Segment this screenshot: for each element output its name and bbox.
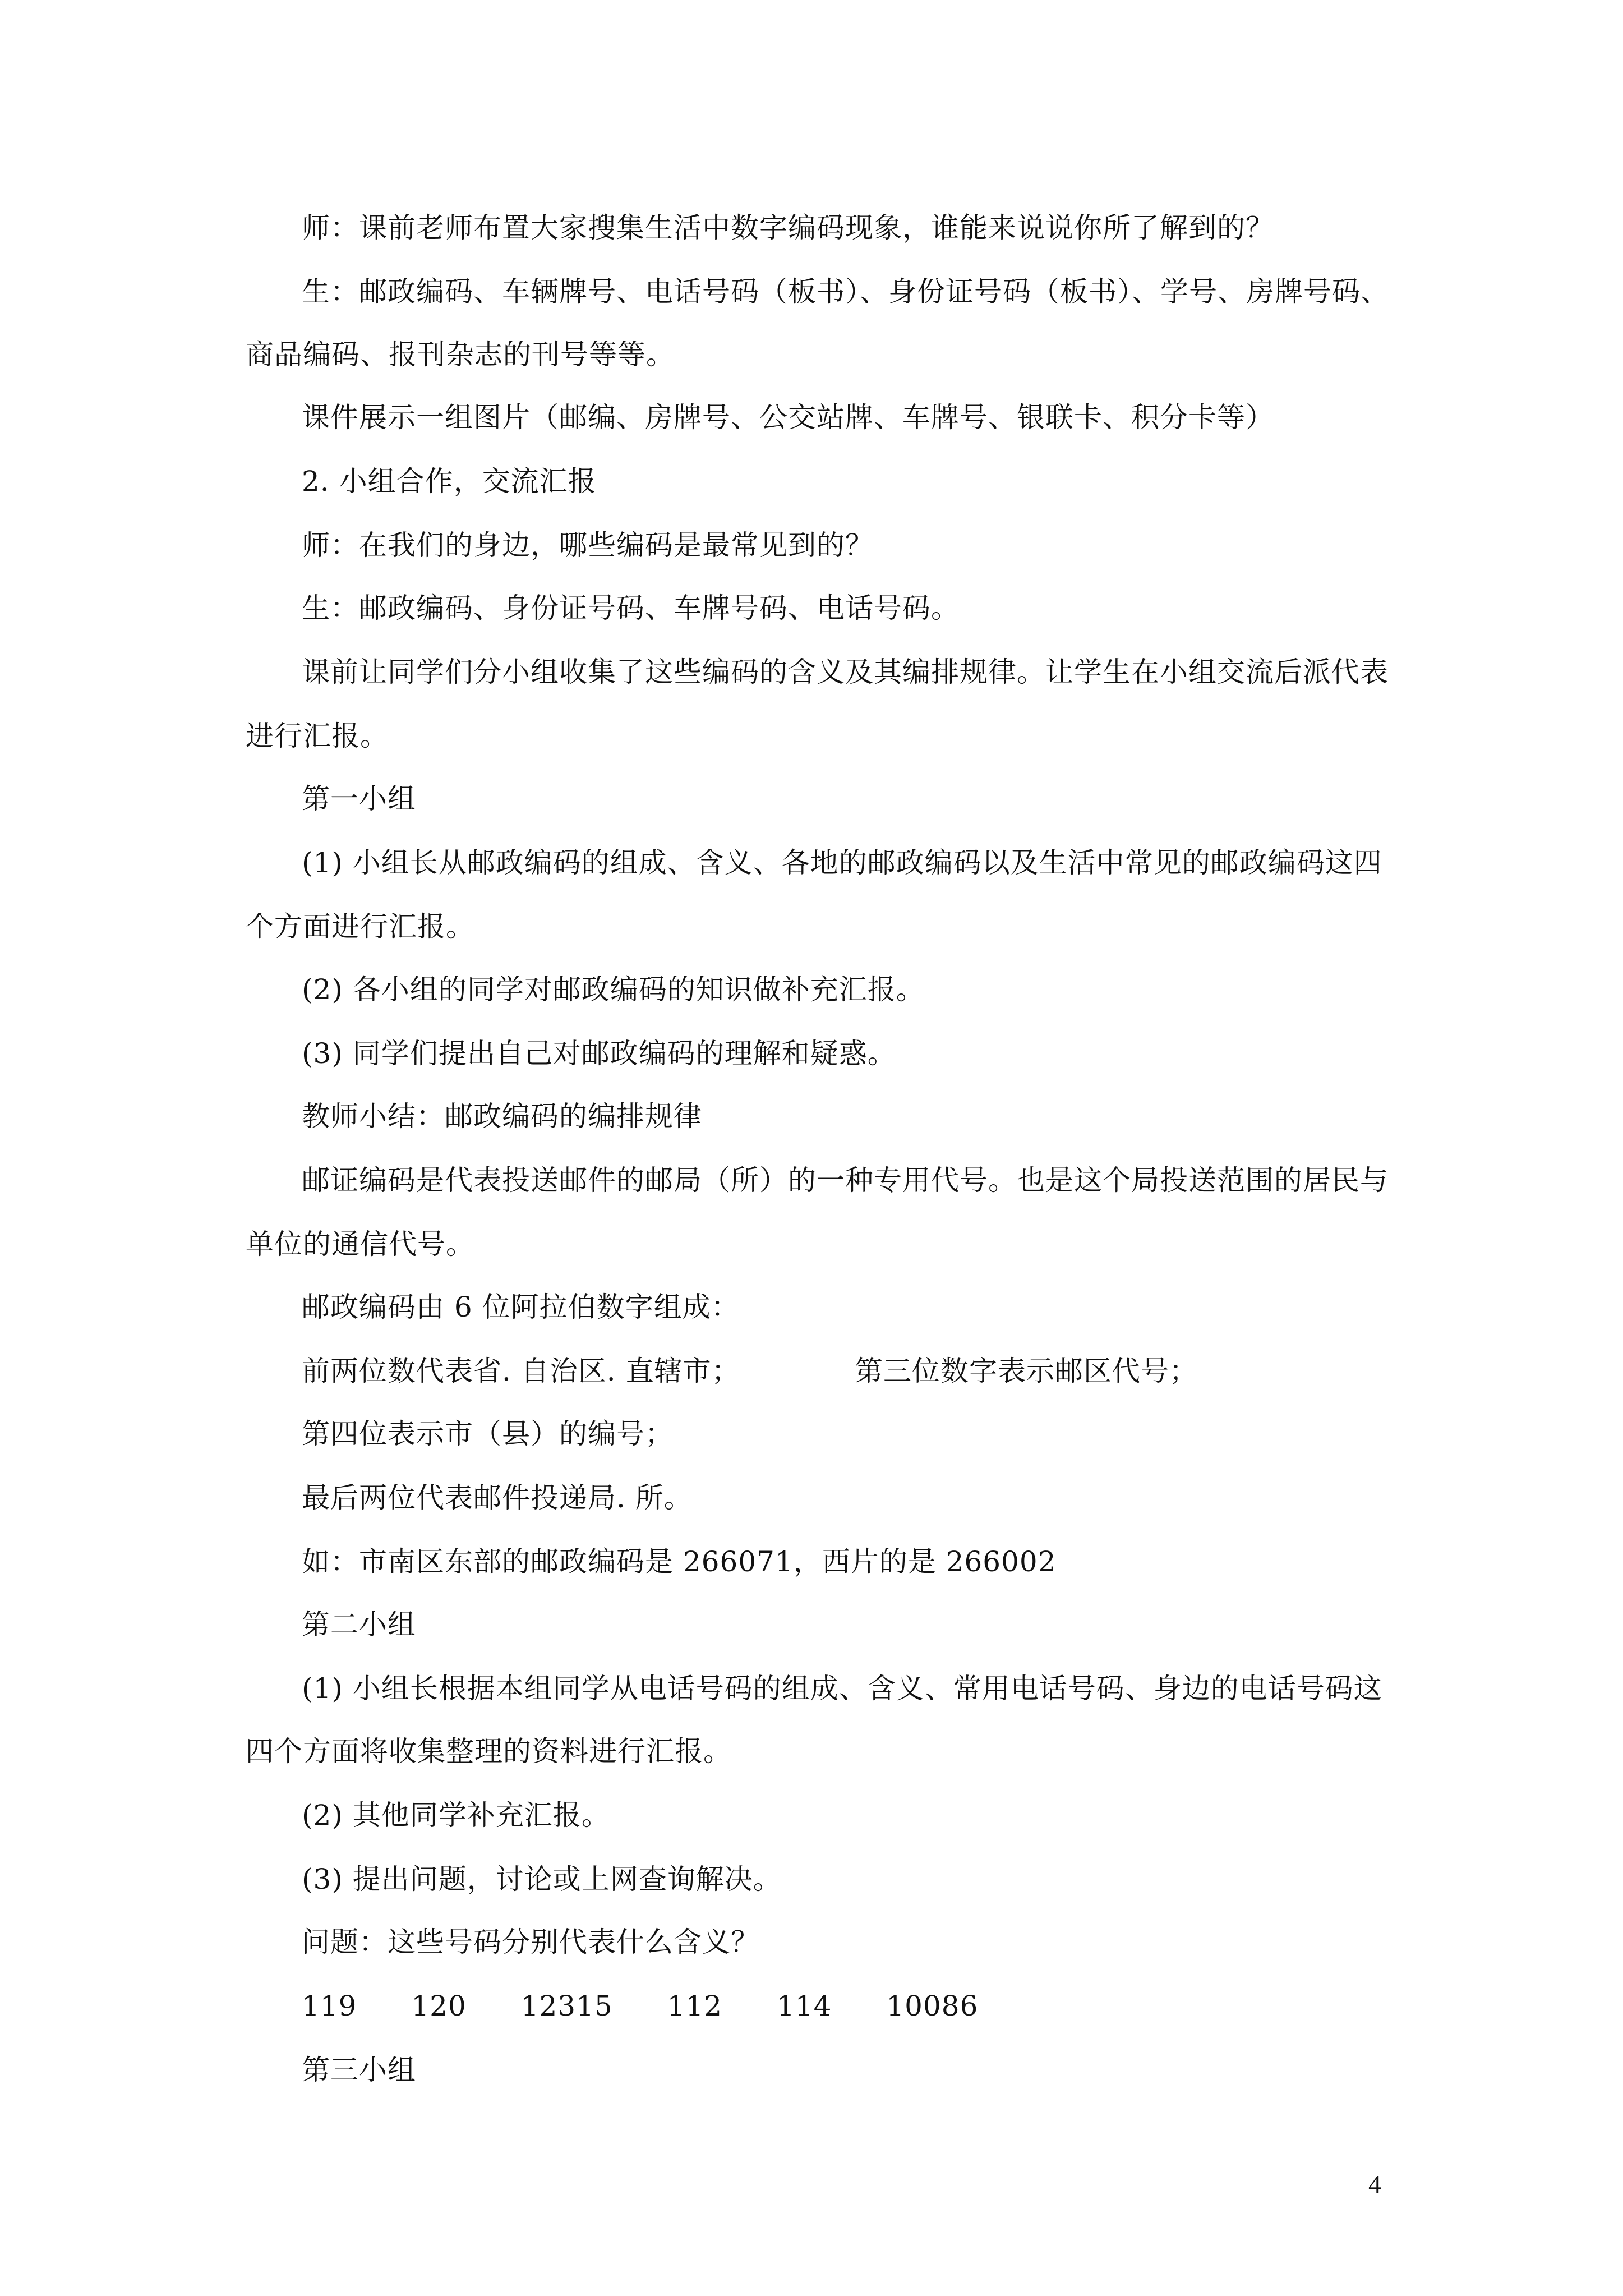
number-item: 119 <box>302 1990 357 2022</box>
paragraph: 如：市南区东部的邮政编码是 266071，西片的是 266002 <box>302 1545 1057 1578</box>
list-item: 个方面进行汇报。 <box>246 910 474 943</box>
paragraph: 课前让同学们分小组收集了这些编码的含义及其编排规律。让学生在小组交流后派代表 <box>302 656 1389 688</box>
paragraph: 邮证编码是代表投送邮件的邮局（所）的一种专用代号。也是这个局投送范围的居民与 <box>302 1164 1389 1197</box>
paragraph: 最后两位代表邮件投递局. 所。 <box>302 1481 693 1514</box>
paragraph: 生：邮政编码、车辆牌号、电话号码（板书）、身份证号码（板书）、学号、房牌号码、 <box>302 275 1389 308</box>
paragraph: 第四位表示市（县）的编号； <box>302 1418 674 1450</box>
list-item: (2) 其他同学补充汇报。 <box>302 1799 610 1832</box>
paragraph: 教师小结：邮政编码的编排规律 <box>302 1100 702 1133</box>
list-item: (2) 各小组的同学对邮政编码的知识做补充汇报。 <box>302 973 925 1006</box>
number-item: 114 <box>777 1990 832 2022</box>
number-item: 112 <box>667 1990 723 2022</box>
list-item: (3) 提出问题，讨论或上网查询解决。 <box>302 1863 782 1895</box>
group-heading: 第三小组 <box>302 2054 416 2086</box>
paragraph: 进行汇报。 <box>246 720 389 752</box>
number-item: 12315 <box>520 1990 613 2022</box>
paragraph: 第三位数字表示邮区代号； <box>855 1355 1198 1387</box>
number-list <box>302 1988 978 2024</box>
paragraph: 课件展示一组图片（邮编、房牌号、公交站牌、车牌号、银联卡、积分卡等） <box>302 401 1274 434</box>
paragraph: 师：在我们的身边，哪些编码是最常见到的？ <box>302 529 874 562</box>
section-heading: 2. 小组合作，交流汇报 <box>302 465 597 498</box>
group-heading: 第二小组 <box>302 1608 416 1641</box>
paragraph: 问题：这些号码分别代表什么含义？ <box>302 1926 759 1958</box>
list-item: (1) 小组长根据本组同学从电话号码的组成、含义、常用电话号码、身边的电话号码这 <box>302 1672 1382 1705</box>
paragraph: 商品编码、报刊杂志的刊号等等。 <box>246 338 675 371</box>
list-item: 四个方面将收集整理的资料进行汇报。 <box>246 1735 732 1768</box>
group-heading: 第一小组 <box>302 783 416 815</box>
paragraph: 生：邮政编码、身份证号码、车牌号码、电话号码。 <box>302 592 960 624</box>
paragraph: 前两位数代表省. 自治区. 直辖市； <box>302 1355 740 1387</box>
page-number: 4 <box>1368 2170 1381 2198</box>
paragraph: 邮政编码由 6 位阿拉伯数字组成： <box>302 1291 740 1323</box>
list-item: (3) 同学们提出自己对邮政编码的理解和疑惑。 <box>302 1037 896 1070</box>
paragraph: 单位的通信代号。 <box>246 1228 474 1260</box>
paragraph: 师：课前老师布置大家搜集生活中数字编码现象，谁能来说说你所了解到的？ <box>302 211 1274 244</box>
number-item: 10086 <box>886 1990 979 2022</box>
number-item: 120 <box>411 1990 467 2022</box>
list-item: (1) 小组长从邮政编码的组成、含义、各地的邮政编码以及生活中常见的邮政编码这四 <box>302 846 1382 879</box>
